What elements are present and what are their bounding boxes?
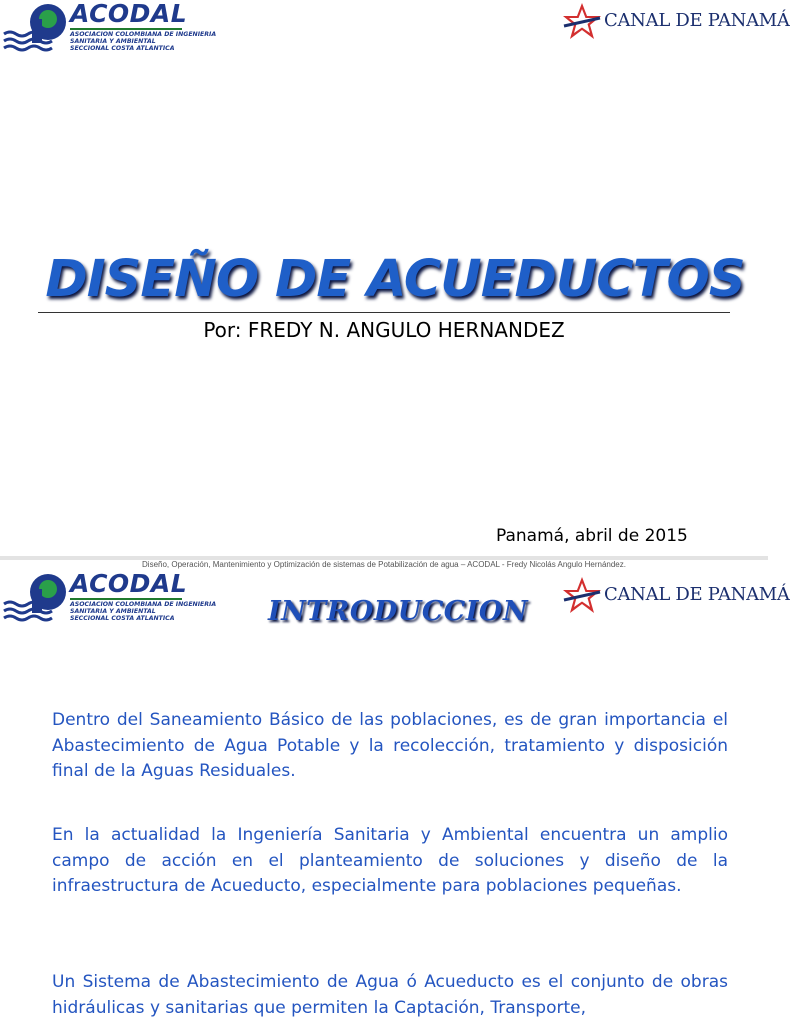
- acodal-underline: [70, 28, 182, 30]
- acodal-underline: [70, 598, 182, 600]
- canal-star-icon: [560, 0, 604, 44]
- canal-logo: [560, 574, 790, 618]
- acodal-line-3: SECCIONAL COSTA ATLANTICA: [70, 45, 175, 52]
- acodal-line-1: ASOCIACION COLOMBIANA DE INGENIERIA: [70, 31, 217, 38]
- paragraph-2: En la actualidad la Ingeniería Sanitaria y Ambiental encuentra un amplio campo de acción en el planteamiento de soluciones y diseño de la infraestructura de Acueducto, especialmente para poblaciones pequeñas.: [52, 825, 728, 896]
- acodal-emblem-icon: [4, 572, 70, 626]
- acodal-logo: [4, 0, 217, 58]
- acodal-logo: [4, 569, 217, 628]
- acodal-name: ACODAL: [70, 569, 188, 598]
- paragraph-3: Un Sistema de Abastecimiento de Agua ó Acueducto es el conjunto de obras hidráulicas y sanitarias que permiten la Captación, Transporte,: [52, 972, 728, 1018]
- acodal-name: ACODAL: [70, 0, 188, 28]
- author-line: Por: FREDY N. ANGULO HERNANDEZ: [203, 318, 565, 342]
- title-divider: [38, 312, 730, 313]
- paragraph-1: Dentro del Saneamiento Básico de las poblaciones, es de gran importancia el Abastecimiento de Agua Potable y la recolección, tratamiento y disposición final de la Aguas Residuales.: [52, 710, 728, 781]
- acodal-emblem-icon: [4, 2, 70, 56]
- canal-logo: [560, 0, 790, 44]
- canal-star-icon: [560, 574, 604, 618]
- acodal-line-3: SECCIONAL COSTA ATLANTICA: [70, 615, 175, 622]
- slide-footer-note: Diseño, Operación, Mantenimiento y Optimización de sistemas de Potabilización de agua – ACODAL - Fredy Nicolás Angulo Hernández.: [142, 560, 626, 569]
- presentation-title: DISEÑO DE ACUEDUCTOS: [45, 250, 745, 309]
- acodal-line-2: SANITARIA Y AMBIENTAL: [70, 608, 156, 615]
- canal-name: CANAL DE PANAMÁ: [604, 584, 790, 605]
- canal-name: CANAL DE PANAMÁ: [604, 10, 790, 31]
- place-date: Panamá, abril de 2015: [496, 526, 688, 546]
- acodal-line-2: SANITARIA Y AMBIENTAL: [70, 38, 156, 45]
- acodal-line-1: ASOCIACION COLOMBIANA DE INGENIERIA: [70, 601, 217, 608]
- section-heading: INTRODUCCION: [268, 596, 529, 627]
- intro-slide: [0, 560, 790, 1024]
